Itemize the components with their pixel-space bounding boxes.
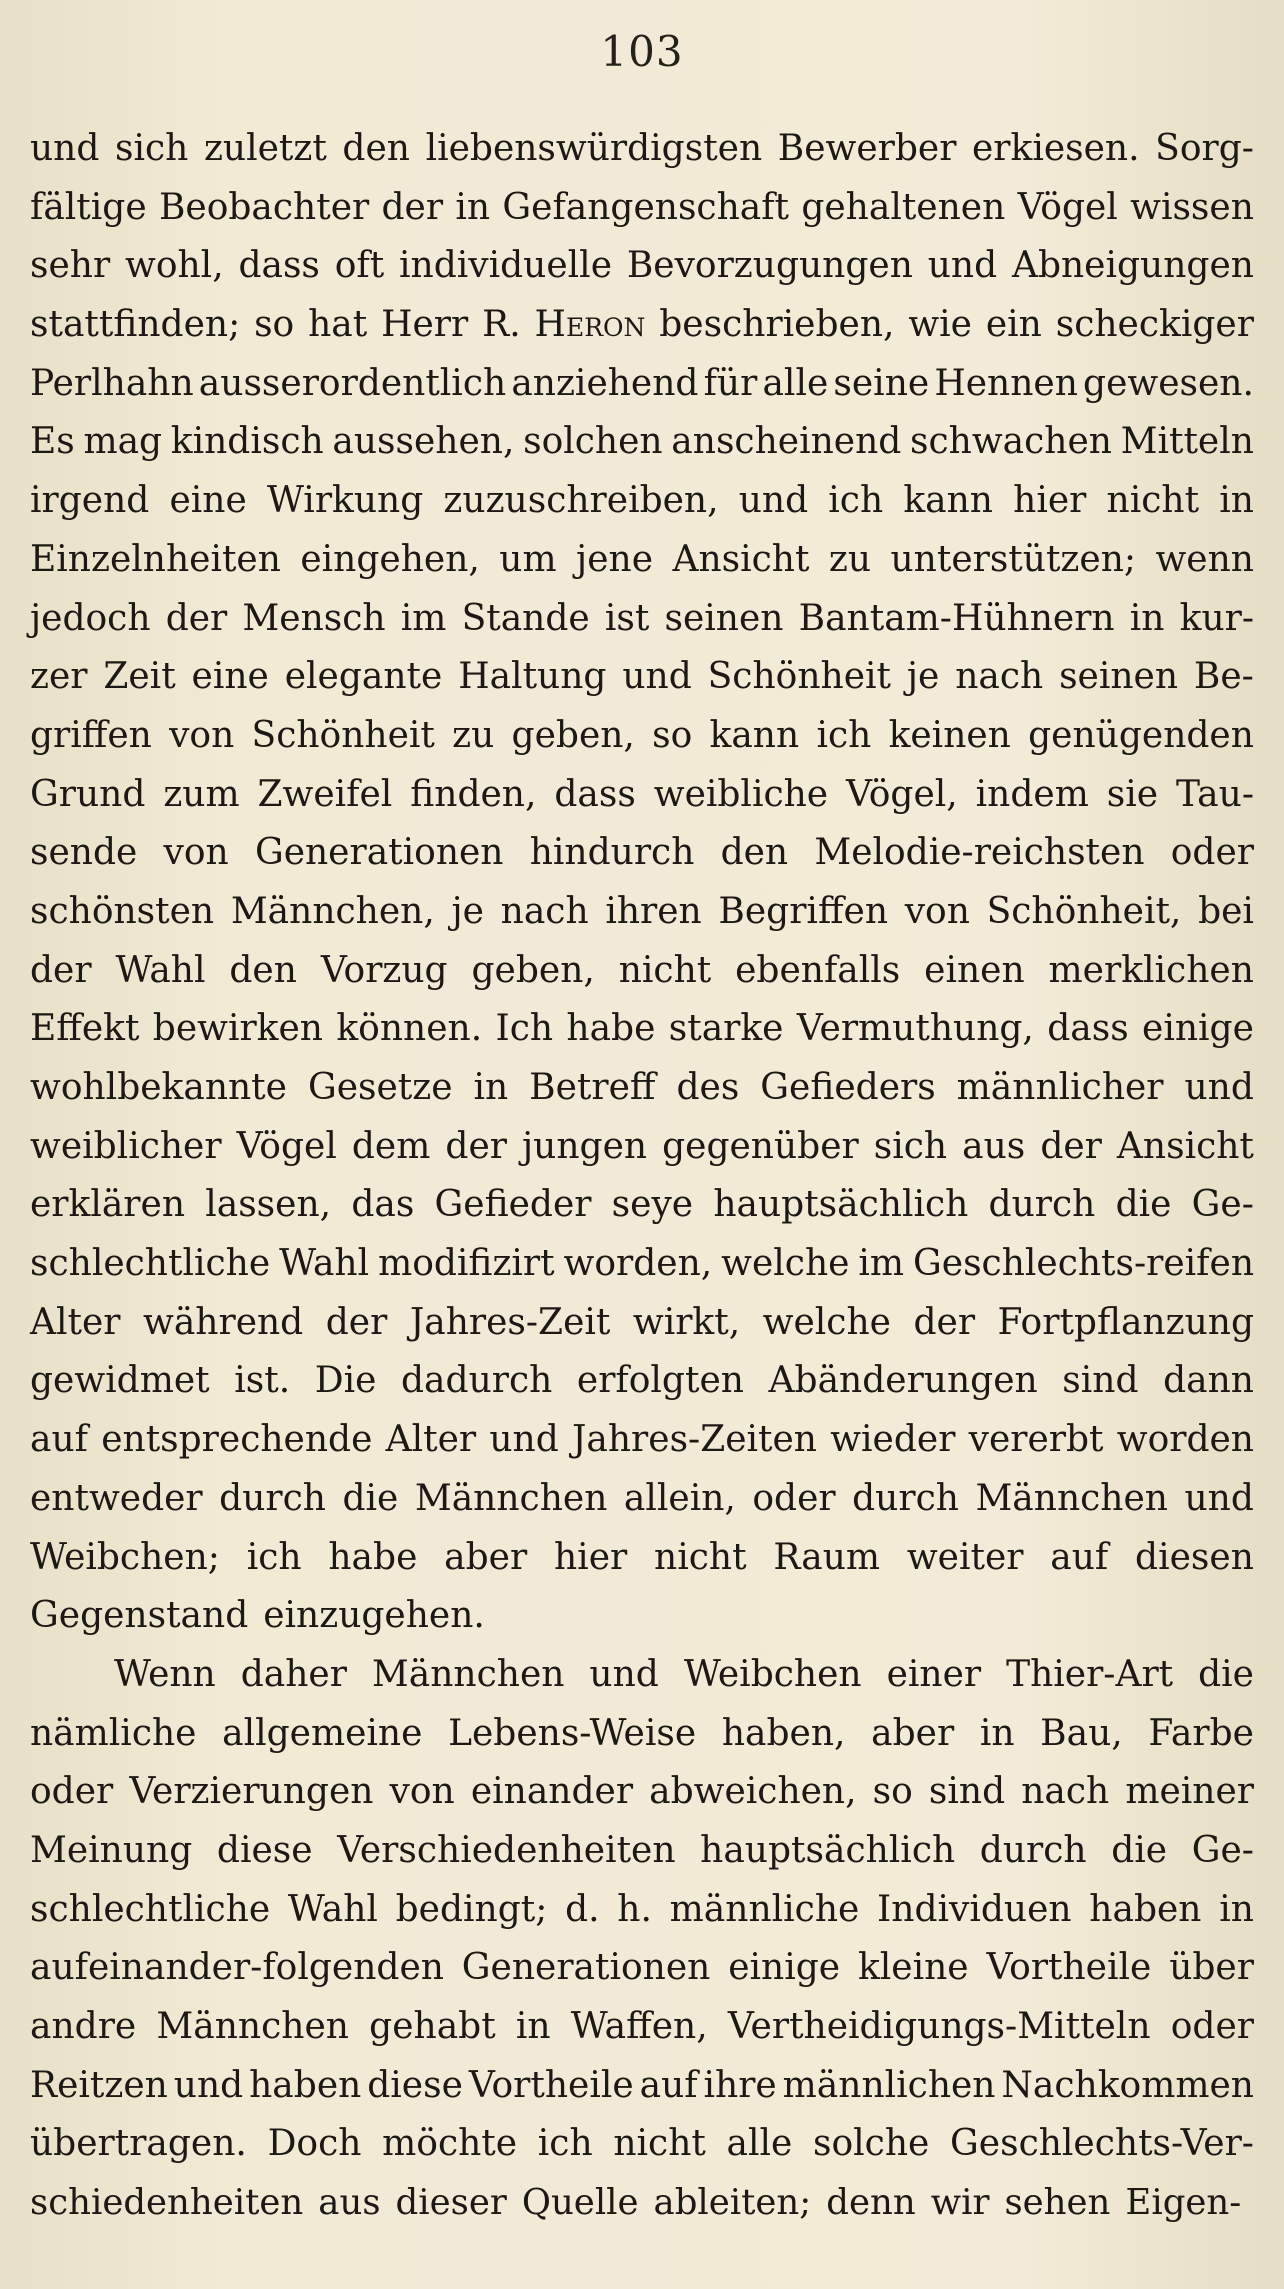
text-line: jedoch der Mensch im Stande ist seinen Bantam-Hühnern in kur- <box>30 597 1254 639</box>
text-line: Effekt bewirken können. Ich habe starke Vermuthung, dass einige <box>30 1008 1254 1050</box>
text-line: schiedenheiten aus dieser Quelle ableiten; denn wir sehen Eigen- <box>30 2182 1242 2224</box>
text-line: oder Verzierungen von einander abweichen, so sind nach meiner <box>30 1771 1254 1813</box>
text-line: andre Männchen gehabt in Waffen, Vertheidigungs-Mitteln oder <box>30 2006 1254 2047</box>
text-line: schlechtliche Wahl bedingt; d. h. männliche Individuen haben in <box>30 1888 1254 1930</box>
text-line: erklären lassen, das Gefieder seye hauptsächlich durch die Ge- <box>30 1184 1254 1226</box>
text-line: Wenn daher Männchen und Weibchen einer Thier-Art die <box>114 1653 1254 1695</box>
text-line: schönsten Männchen, je nach ihren Begriffen von Schönheit, bei <box>30 890 1254 932</box>
text-line: irgend eine Wirkung zuzuschreiben, und ich kann hier nicht in <box>30 480 1254 522</box>
text-line: weiblicher Vögel dem der jungen gegenüber sich aus der Ansicht <box>30 1125 1254 1167</box>
text-line: auf entsprechende Alter und Jahres-Zeiten wieder vererbt worden <box>30 1419 1254 1461</box>
text-line: sende von Generationen hindurch den Melodie-reichsten oder <box>30 832 1254 874</box>
text-line: der Wahl den Vorzug geben, nicht ebenfalls einen merklichen <box>30 949 1254 991</box>
text-line: stattfinden; so hat Herr R. Heron beschrieben, wie ein scheckiger <box>30 304 1254 346</box>
text-line: übertragen. Doch möchte ich nicht alle solche Geschlechts-Ver- <box>30 2123 1254 2165</box>
text-line: Einzelnheiten eingehen, um jene Ansicht zu unterstützen; wenn <box>30 538 1254 580</box>
text-line: Weibchen; ich habe aber hier nicht Raum weiter auf diesen <box>30 1536 1254 1578</box>
text-line: aufeinander-folgenden Generationen einige kleine Vortheile über <box>30 1947 1254 1989</box>
text-line: entweder durch die Männchen allein, oder durch Männchen und <box>30 1477 1254 1519</box>
text-line: Gegenstand einzugehen. <box>30 1595 485 1637</box>
text-line: sehr wohl, dass oft individuelle Bevorzugungen und Abneigungen <box>30 245 1254 287</box>
text-line: schlechtliche Wahl modifizirt worden, welche im Geschlechts-reifen <box>30 1243 1254 1285</box>
text-line: Meinung diese Verschiedenheiten hauptsächlich durch die Ge- <box>30 1829 1254 1871</box>
text-line: fältige Beobachter der in Gefangenschaft gehaltenen Vögel wissen <box>30 186 1254 228</box>
text-line: gewidmet ist. Die dadurch erfolgten Abänderungen sind dann <box>30 1360 1254 1402</box>
text-line: Perlhahn ausserordentlich anziehend für alle seine Hennen gewesen. <box>30 362 1254 404</box>
text-line: Grund zum Zweifel finden, dass weibliche Vögel, indem sie Tau- <box>30 773 1254 815</box>
text-line: wohlbekannte Gesetze in Betreff des Gefieders männlicher und <box>30 1067 1254 1108</box>
text-line: Reitzen und haben diese Vortheile auf ihre männlichen Nachkommen <box>30 2064 1254 2106</box>
text-line: Es mag kindisch aussehen, solchen anscheinend schwachen Mitteln <box>30 421 1254 463</box>
text-line: zer Zeit eine elegante Haltung und Schönheit je nach seinen Be- <box>30 656 1254 698</box>
text-line: Alter während der Jahres-Zeit wirkt, welche der Fortpflanzung <box>30 1301 1254 1343</box>
text-line: griffen von Schönheit zu geben, so kann ich keinen genügenden <box>30 714 1254 756</box>
text-line: und sich zuletzt den liebenswürdigsten Bewerber erkiesen. Sorg- <box>30 128 1254 169</box>
text-line: nämliche allgemeine Lebens-Weise haben, aber in Bau, Farbe <box>30 1712 1254 1754</box>
body-text <box>30 120 1254 2233</box>
page-number: 103 <box>600 27 684 76</box>
